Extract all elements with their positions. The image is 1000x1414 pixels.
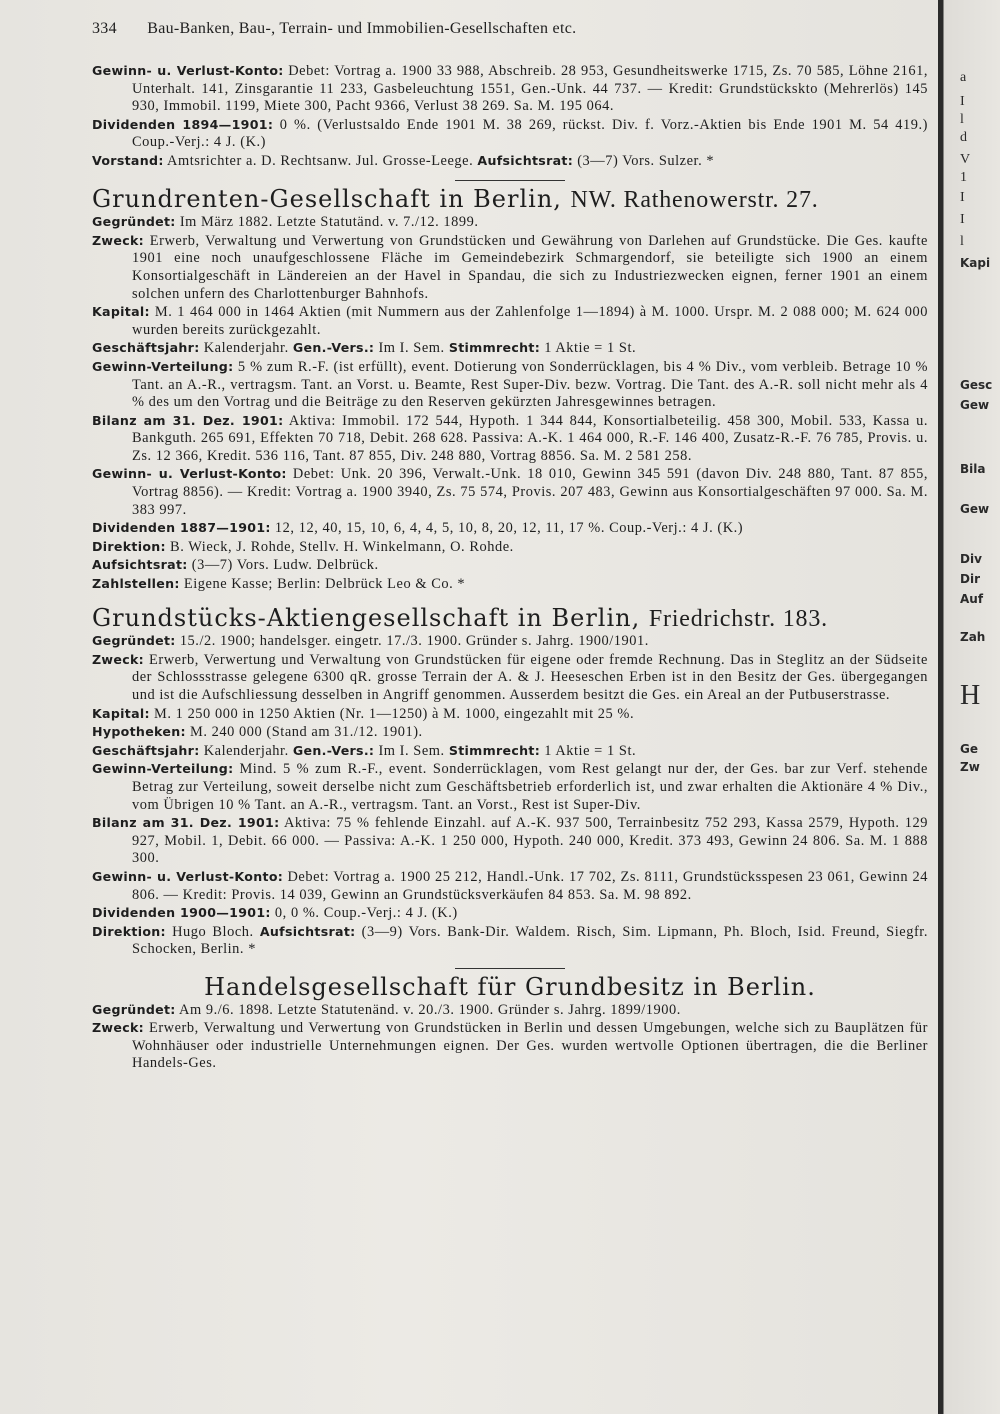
entry-fields bbox=[92, 1001, 928, 1073]
adjacent-page-fragment: d bbox=[960, 130, 967, 145]
field-label: Gen.-Vers.: bbox=[292, 742, 375, 758]
adjacent-page-fragment: 1 bbox=[960, 170, 967, 185]
entry-fields bbox=[92, 213, 928, 593]
entry-field bbox=[92, 465, 928, 519]
adjacent-page-fragment: a bbox=[960, 70, 967, 85]
field-text: M. 1 464 000 in 1464 Aktien (mit Nummern aus der Zahlenfolge 1—1894) à M. 1000. Urspr. M. 2 088 000; M. 624 000 wurden bereits zurückgezahlt. bbox=[132, 304, 929, 338]
entry-field bbox=[92, 232, 928, 303]
adjacent-page-fragment: Gesc bbox=[960, 378, 993, 392]
entry-field bbox=[92, 760, 928, 814]
adjacent-page-fragment: Auf bbox=[960, 592, 984, 606]
entry-field bbox=[92, 868, 928, 904]
entry-field bbox=[92, 538, 928, 557]
adjacent-page-fragment: l bbox=[960, 112, 964, 127]
field-label: Bilanz am 31. Dez. 1901: bbox=[92, 412, 284, 428]
field-text: Erwerb, Verwertung und Verwaltung von Grundstücken für eigene oder fremde Rechnung. Das in Steglitz an der Südseite der Schlossstrasse gelegene 6300 qR. grosse Terrain der A. & J. Heeseschen Erben ist in den Besitz der Ges. übergegangen und ist die Aufschliessung desselben in Angriff genommen. Ausserdem besitzt die Ges. ein Areal an der Putbuserstrasse. bbox=[132, 651, 928, 703]
field-label: Gewinn- u. Verlust-Konto: bbox=[92, 466, 287, 482]
spacer bbox=[92, 594, 928, 604]
field-text: Im I. Sem. bbox=[378, 340, 445, 357]
field-label: Kapital: bbox=[92, 705, 150, 721]
field-label: Geschäftsjahr: bbox=[92, 340, 200, 356]
entry-field bbox=[92, 632, 928, 651]
entry-field bbox=[92, 904, 928, 923]
field-text: M. 240 000 (Stand am 31./12. 1901). bbox=[189, 724, 423, 741]
field-label: Zweck: bbox=[92, 1020, 144, 1036]
field-label: Zweck: bbox=[92, 232, 144, 248]
field-label: Gegründet: bbox=[92, 214, 176, 230]
field-text: 0, 0 %. Coup.-Verj.: 4 J. (K.) bbox=[274, 905, 458, 922]
field-text: 12, 12, 40, 15, 10, 6, 4, 4, 5, 10, 8, 20, 12, 11, 17 %. Coup.-Verj.: 4 J. (K.) bbox=[274, 520, 744, 537]
field-label: Hypotheken: bbox=[92, 724, 186, 740]
field-text: Am 9./6. 1898. Letzte Statutenänd. v. 20./3. 1900. Gründer s. Jahrg. 1899/1900. bbox=[179, 1001, 681, 1018]
page-number: 334 bbox=[92, 20, 117, 37]
adjacent-page-strip bbox=[938, 0, 1000, 1414]
field-label: Gewinn-Verteilung: bbox=[92, 761, 234, 777]
previous-entry-continuation bbox=[92, 62, 928, 171]
field-text: 1 Aktie = 1 St. bbox=[544, 340, 637, 357]
adjacent-page-fragment: Kapi bbox=[960, 256, 991, 270]
field-label: Direktion: bbox=[92, 923, 166, 939]
field-label: Dividenden 1900—1901: bbox=[92, 905, 271, 921]
adjacent-page-fragment: I bbox=[960, 190, 965, 205]
field-text: 15./2. 1900; handelsger. eingetr. 17./3. 1900. Gründer s. Jahrg. 1900/1901. bbox=[179, 633, 649, 650]
field-text: Mind. 5 % zum R.-F., event. Sonderrücklagen, vom Rest gelangt nur der, der Ges. bar zur Verf. stehende Betrag zur Verteilung, soweit derselbe nicht zum Geschäftsbetrieb erforderlich ist, und zwar erhalten die Aktionäre 4 % Div., vom Übrigen 10 % Tant. an A.-R., vertragsm. Tant. an Vorst., Rest ist Super-Div. bbox=[132, 761, 928, 813]
field-label: Direktion: bbox=[92, 538, 166, 554]
field-text: Erwerb, Verwaltung und Verwertung von Grundstücken in Berlin und dessen Umgebungen, welche sich zu Bauplätzen für Wohnhäuser oder industrielle Unternehmungen eignen. Der Ges. wurden wertvolle Optionen übertragen, die die Berliner Handels-Ges. bbox=[132, 1020, 928, 1072]
field-text: (3—7) Vors. Ludw. Delbrück. bbox=[191, 557, 379, 574]
entry-field bbox=[92, 1001, 928, 1020]
field-text: (3—9) Vors. Bank-Dir. Waldem. Risch, Sim. Lipmann, Ph. Bloch, Isid. Freund, Siegfr. Schocken, Berlin. * bbox=[132, 923, 928, 958]
entry-field bbox=[92, 412, 928, 466]
entry-field bbox=[92, 519, 928, 538]
entry-field bbox=[92, 303, 928, 339]
page-content bbox=[92, 62, 928, 1073]
field-text: Im I. Sem. bbox=[378, 742, 445, 759]
adjacent-page-fragment: Dir bbox=[960, 572, 980, 586]
adjacent-page-fragment: Gew bbox=[960, 502, 990, 516]
entry-field bbox=[92, 742, 928, 761]
entry-field bbox=[92, 723, 928, 742]
field-vorstand: Vorstand: Amtsrichter a. D. Rechtsanw. Jul. Grosse-Leege. Aufsichtsrat: (3—7) Vors. Sulzer. * bbox=[92, 152, 715, 169]
company-entry bbox=[92, 603, 928, 959]
field-text: Aktiva: Immobil. 172 544, Hypoth. 1 344 844, Konsortialbeteilig. 458 300, Mobil. 533, Kassa u. Bankguth. 265 691, Effekten 70 718, Debit. 268 628. Passiva: A.-K. 1 464 000, R.-F. 146 400, Zusatz-R.-F. 76 785, Provis. u. Zs. 12 366, Kredit. 536 116, Tant. 87 855, Div. 248 880, Vortrag 8856. Sa. M. 2 581 258. bbox=[132, 412, 928, 464]
entry-divider bbox=[455, 968, 565, 969]
field-dividenden: Dividenden 1894—1901: 0 %. (Verlustsaldo Ende 1901 M. 38 269, rückst. Div. f. Vorz.-Aktien bis Ende 1901 M. 54 419.) Coup.-Verj.: 4 J. (K.) bbox=[92, 116, 928, 151]
field-label: Zweck: bbox=[92, 651, 144, 667]
adjacent-page-fragment: Ge bbox=[960, 742, 978, 756]
field-text: Debet: Unk. 20 396, Verwalt.-Unk. 18 010, Gewinn 345 591 (davon Div. 248 880, Tant. 87 855, Vortrag 8856). — Kredit: Vortrag a. 1900 3940, Zs. 75 574, Provis. 207 483, Gewinn aus Konsortialgeschäften 97 000. Sa. M. 383 997. bbox=[132, 466, 928, 518]
field-text: Hugo Bloch. bbox=[172, 923, 254, 940]
entry-field bbox=[92, 705, 928, 724]
running-title: Bau-Banken, Bau-, Terrain- und Immobilien-Gesellschaften etc. bbox=[147, 20, 577, 37]
adjacent-page-fragment: l bbox=[960, 234, 964, 249]
adjacent-page-fragment: I bbox=[960, 212, 965, 227]
entry-field bbox=[92, 814, 928, 868]
adjacent-page-fragment: V bbox=[960, 152, 971, 167]
field-text: Eigene Kasse; Berlin: Delbrück Leo & Co. * bbox=[183, 576, 466, 593]
company-heading: Grundrenten-Gesellschaft in Berlin, NW. Rathenowerstr. 27. bbox=[92, 184, 819, 213]
field-text: Kalenderjahr. bbox=[203, 742, 289, 759]
field-label: Gegründet: bbox=[92, 633, 176, 649]
field-text: Im März 1882. Letzte Statutänd. v. 7./12. 1899. bbox=[179, 214, 479, 231]
adjacent-page-fragment: Zw bbox=[960, 760, 980, 774]
field-text: M. 1 250 000 in 1250 Aktien (Nr. 1—1250) à M. 1000, eingezahlt mit 25 %. bbox=[154, 705, 635, 722]
field-label: Stimmrecht: bbox=[448, 742, 541, 758]
field-label: Stimmrecht: bbox=[448, 340, 541, 356]
adjacent-page-fragment: H bbox=[960, 680, 981, 711]
field-label: Kapital: bbox=[92, 304, 150, 320]
entry-field bbox=[92, 651, 928, 705]
entry-field bbox=[92, 339, 928, 358]
running-header bbox=[92, 20, 932, 38]
field-text: Erwerb, Verwaltung und Verwertung von Grundstücken und Gewährung von Darlehen auf Grundstücke. Die Ges. kaufte 1901 eine noch unaufgeschlossene Fläche im Gemeindebezirk Schmargendorf, sie beteiligte sich 1900 an einem Konsortialgeschäft in Ländereien an der Havel in Spandau, die sich zu Industriezwecken eignen, ferner 1901 an einem solchen unfern des Charlottenburger Bahnhofs. bbox=[132, 232, 928, 302]
company-heading: Handelsgesellschaft für Grundbesitz in Berlin. bbox=[204, 972, 816, 1001]
field-label: Aufsichtsrat: bbox=[259, 923, 356, 939]
entry-fields bbox=[92, 632, 928, 959]
field-label: Geschäftsjahr: bbox=[92, 742, 200, 758]
field-label: Zahlstellen: bbox=[92, 576, 180, 592]
company-entry bbox=[92, 972, 928, 1073]
field-label: Gewinn-Verteilung: bbox=[92, 358, 234, 374]
field-label: Gen.-Vers.: bbox=[292, 340, 375, 356]
field-gewinn-verlust: Gewinn- u. Verlust-Konto: Debet: Vortrag a. 1900 33 988, Abschreib. 28 953, Gesundheitswerke 1715, Zs. 70 585, Löhne 2161, Unterhalt. 141, Zinsgarantie 11 233, Gasbeleuchtung 1551, Gen.-Unk. 44 737. — Kredit: Grundstückskto (Mehrerlös) 145 930, Immobil. 1199, Miete 300, Pacht 9366, Verlust 38 269. Sa. M. 195 064. bbox=[92, 63, 928, 115]
field-text: Aktiva: 75 % fehlende Einzahl. auf A.-K. 937 500, Terrainbesitz 752 293, Kassa 2579, Hypoth. 129 927, Mobil. 1, Debit. 66 000. — Passiva: A.-K. 1 250 000, Hypoth. 240 000, Kredit. 373 493, Gewinn 24 806. Sa. M. 1 888 300. bbox=[132, 815, 928, 867]
company-heading: Grundstücks-Aktiengesellschaft in Berlin, Friedrichstr. 183. bbox=[92, 603, 828, 632]
adjacent-page-fragment: I bbox=[960, 94, 965, 109]
field-text: 5 % zum R.-F. (ist erfüllt), event. Dotierung von Sonderrücklagen, bis 4 % Div., vom verbleib. Betrage 10 % Tant. an A.-R., vertragsm. Tant. an Vorst. u. Beamte, Rest Super-Div. bezw. Vortrag. Die Tant. des A.-R. soll nicht mehr als 4 % des um den Vortrag und die Beiträge zu den Reserven gekürzten Jahresgewinnes betragen. bbox=[132, 358, 928, 411]
company-entry bbox=[92, 184, 929, 594]
entry-field bbox=[92, 923, 928, 959]
field-text: Debet: Vortrag a. 1900 25 212, Handl.-Unk. 17 702, Zs. 8111, Grundstücksspesen 23 061, Gewinn 24 806. — Kredit: Provis. 14 039, Gewinn an Grundstücksverkäufen 84 853. Sa. M. 98 892. bbox=[132, 868, 928, 903]
adjacent-page-fragment: Zah bbox=[960, 630, 986, 644]
entry-field bbox=[92, 213, 928, 232]
entry-field bbox=[92, 556, 928, 575]
field-label: Bilanz am 31. Dez. 1901: bbox=[92, 815, 280, 831]
adjacent-page-fragment: Div bbox=[960, 552, 982, 566]
entry-divider bbox=[455, 180, 565, 181]
field-text: B. Wieck, J. Rohde, Stellv. H. Winkelmann, O. Rohde. bbox=[170, 538, 514, 555]
field-label: Gewinn- u. Verlust-Konto: bbox=[92, 868, 284, 884]
adjacent-page-fragment: Gew bbox=[960, 398, 990, 412]
field-text: Kalenderjahr. bbox=[203, 340, 289, 357]
entry-field bbox=[92, 575, 928, 594]
adjacent-page-fragment: Bila bbox=[960, 462, 986, 476]
field-text: 1 Aktie = 1 St. bbox=[544, 742, 637, 759]
field-label: Dividenden 1887—1901: bbox=[92, 520, 271, 536]
entry-field bbox=[92, 358, 928, 412]
entry-field bbox=[92, 1019, 928, 1073]
field-label: Gegründet: bbox=[92, 1001, 176, 1017]
field-label: Aufsichtsrat: bbox=[92, 557, 188, 573]
